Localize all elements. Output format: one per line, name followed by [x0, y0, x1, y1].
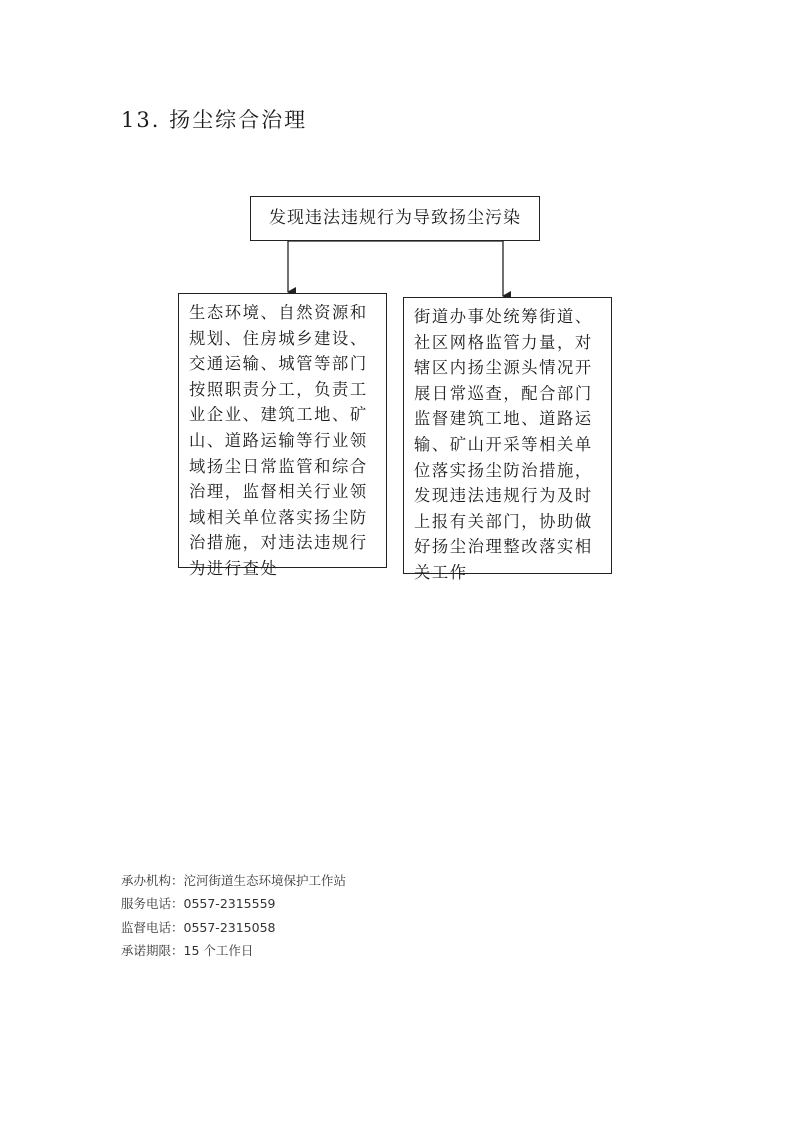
supervise-phone: 监督电话：0557-2315058: [121, 919, 276, 935]
trigger-text: 发现违法违规行为导致扬尘污染: [269, 208, 521, 228]
departments-text: 生态环境、自然资源和规划、住房城乡建设、交通运输、城管等部门按照职责分工，负责工业企业、建筑工地、矿山、道路运输等行业领域扬尘日常监管和综合治理，监督相关行业领域相关单位落实扬尘防治措施，对违法违规行为进行查处: [189, 303, 368, 578]
promise-deadline: 承诺期限：15 个工作日: [121, 942, 254, 958]
trigger-box: [250, 196, 540, 241]
page-title: 13. 扬尘综合治理: [121, 108, 308, 132]
service-phone: 服务电话：0557-2315559: [121, 896, 276, 912]
contact-info: [121, 869, 346, 962]
subdistrict-box: [403, 297, 612, 582]
departments-box: [178, 293, 387, 578]
handling-org: 承办机构：沱河街道生态环境保护工作站: [121, 873, 347, 888]
subdistrict-text: 街道办事处统筹街道、社区网格监管力量，对辖区内扬尘源头情况开展日常巡查，配合部门监督建筑工地、道路运输、矿山开采等相关单位落实扬尘防治措施，发现违法违规行为及时上报有关部门，协助做好扬尘治理整改落实相关工作: [414, 307, 593, 582]
